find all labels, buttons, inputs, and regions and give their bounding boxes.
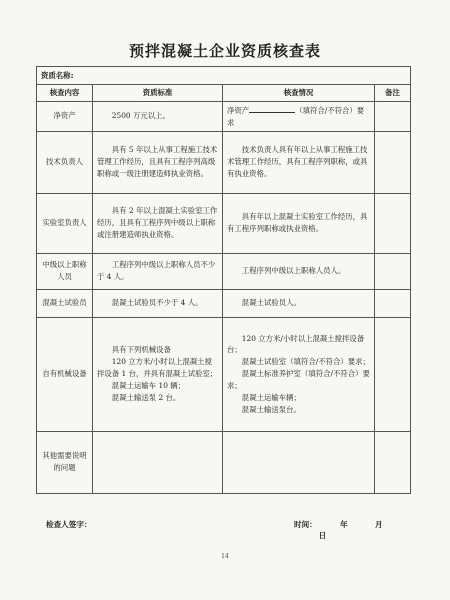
table-row: [37, 193, 411, 253]
row-check: 净资产 （填符合/不符合）要求: [223, 101, 375, 131]
table-row: [37, 131, 411, 193]
row-item: 其他需要说明的问题: [37, 431, 93, 493]
row-standard: 具有下列机械设备 120 立方米/小时以上混凝土搅拌设备 1 台，并具有混凝土试验室； 混凝土运输车 10 辆； 混凝土输送泵 2 台。: [93, 317, 223, 431]
row-standard[interactable]: [93, 431, 223, 493]
row-standard: 工程序列中级以上职称人员不少于 4 人。: [93, 253, 223, 289]
row-item: 技术负责人: [37, 131, 93, 193]
row-remark[interactable]: [375, 193, 411, 253]
table-row: [37, 317, 411, 431]
row-remark[interactable]: [375, 101, 411, 131]
document-title: 预拌混凝土企业资质核查表: [128, 42, 321, 60]
month-label: 月: [375, 520, 383, 529]
row-remark[interactable]: [375, 431, 411, 493]
row-item: 中级以上职称人员: [37, 253, 93, 289]
table-row: [37, 431, 411, 493]
row-check: 具有年以上混凝土实验室工作经历，具有工程序列职称或执业资格。: [223, 193, 375, 253]
fill-in-blank[interactable]: [249, 104, 295, 113]
year-label: 年: [340, 520, 348, 529]
row-check: 技术负责人具有年以上从事工程施工技术管理工作经历，具有工程序列职称，或具有执业资格。: [223, 131, 375, 193]
day-label: 日: [318, 531, 327, 540]
row-check: 工程序列中级以上职称人员人。: [223, 253, 375, 289]
qualification-check-table: [36, 66, 411, 494]
row-remark[interactable]: [375, 289, 411, 317]
inspector-signature-label: 检查人签字：: [46, 520, 92, 529]
row-check[interactable]: [223, 431, 375, 493]
row-remark[interactable]: [375, 317, 411, 431]
row-item: 净资产: [37, 101, 93, 131]
header-check: 核查情况: [223, 85, 375, 102]
row-check: 120 立方米/小时以上混凝土搅拌设备台； 混凝土试验室（填符合/不符合）要求； 混凝土标准养护室（填符合/不符合）要求； 混凝土运输车辆； 混凝土输送泵台。: [223, 317, 375, 431]
qualification-name-label: 资质名称:: [41, 70, 74, 80]
row-item: 实验室负责人: [37, 193, 93, 253]
row-remark[interactable]: [375, 131, 411, 193]
row-check: 混凝土试验员人。: [223, 289, 375, 317]
header-remark: 备注: [375, 85, 411, 102]
row-standard: 具有 5 年以上从事工程施工技术管理工作经历，且具有工程序列高级职称或一级注册建造师执业资格。: [93, 131, 223, 193]
qualification-name-row: [37, 67, 411, 85]
row-item: 混凝土试验员: [37, 289, 93, 317]
row-remark[interactable]: [375, 253, 411, 289]
table-row: [37, 289, 411, 317]
table-row: [37, 253, 411, 289]
row-standard: 混凝土试验员不少于 4 人。: [93, 289, 223, 317]
table-row: [37, 101, 411, 131]
row-item: 自有机械设备: [37, 317, 93, 431]
row-standard: 2500 万元以上。: [93, 101, 223, 131]
header-item: 核查内容: [37, 85, 93, 102]
header-row: [37, 85, 411, 102]
time-label: 时间：: [294, 520, 317, 529]
header-standard: 资质标准: [93, 85, 223, 102]
row-standard: 具有 2 年以上混凝土实验室工作经历，且具有工程序列中级以上职称或注册建造师执业资格。: [93, 193, 223, 253]
page-number: 14: [221, 553, 229, 560]
date-line: [294, 519, 404, 541]
